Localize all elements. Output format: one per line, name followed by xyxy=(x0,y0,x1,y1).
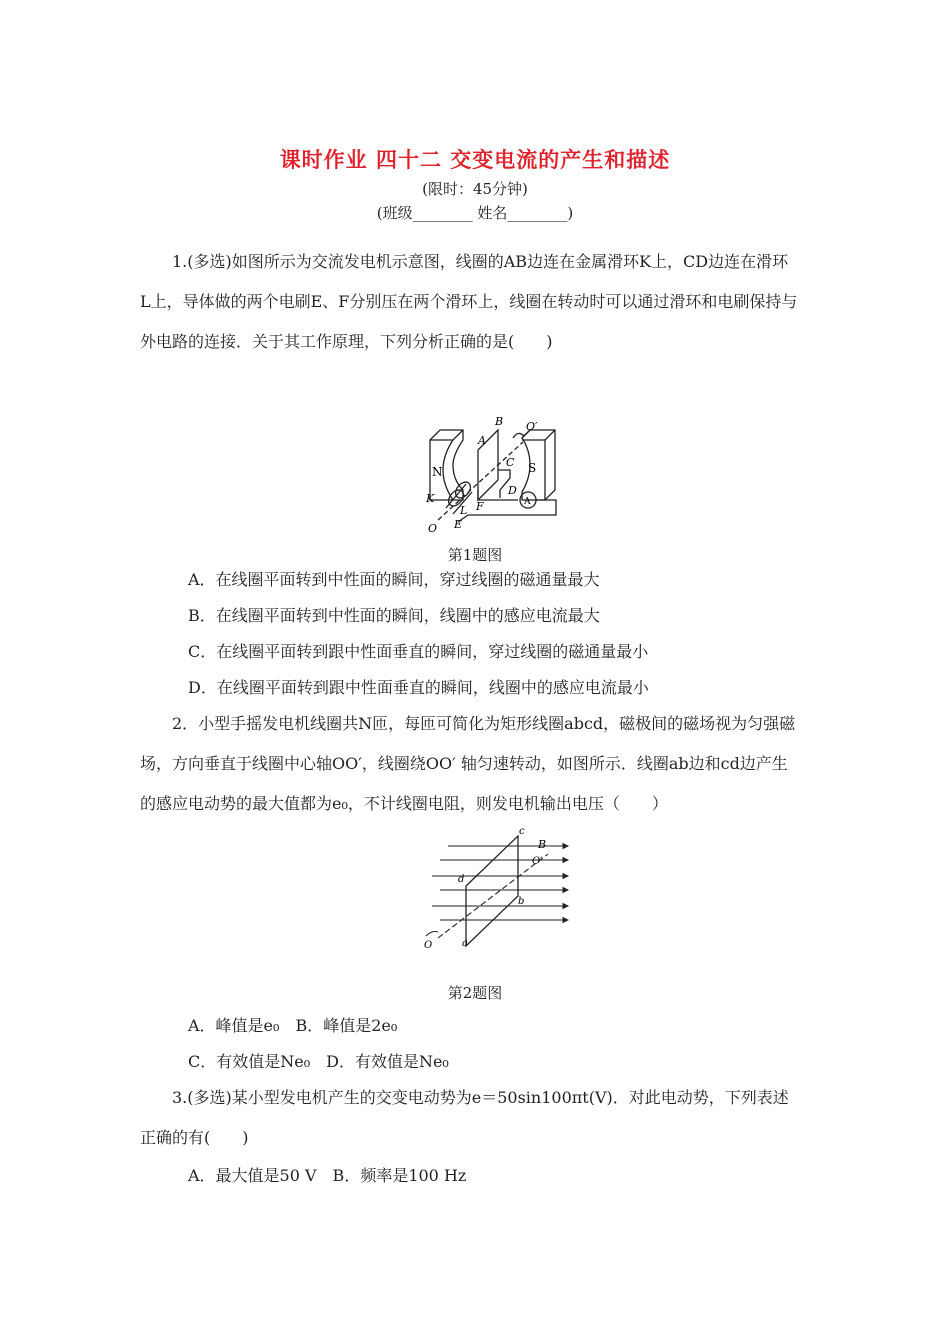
q1-fig-label-E: E xyxy=(454,518,463,531)
q2-fig-label-c: c xyxy=(519,826,525,837)
q3-stem-line-1: 3.(多选)某小型发电机产生的交变电动势为e＝50sin100πt(V)．对此电动势，下列表述 xyxy=(172,1088,789,1107)
q1-stem-line-2: L上，导体做的两个电刷E、F分别压在两个滑环上，线圈在转动时可以通过滑环和电刷保持与 xyxy=(140,292,798,311)
q3-stem-line-2: 正确的有( ) xyxy=(140,1128,249,1147)
q1-fig-label-O-prime: O′ xyxy=(526,420,538,433)
q2-options-line-1: A．峰值是e₀ B．峰值是2e₀ xyxy=(188,1016,398,1035)
q2-fig-label-a: a xyxy=(462,938,468,949)
q2-stem-line-3: 的感应电动势的最大值都为e₀，不计线圈电阻，则发电机输出电压（ ） xyxy=(140,794,668,813)
q1-fig-ammeter-label: A xyxy=(524,497,531,507)
q1-option-c: C．在线圈平面转到跟中性面垂直的瞬间，穿过线圈的磁通量最小 xyxy=(188,642,649,661)
q1-fig-label-S: S xyxy=(528,461,537,475)
q1-option-a: A．在线圈平面转到中性面的瞬间，穿过线圈的磁通量最大 xyxy=(188,570,600,589)
q1-fig-label-O: O xyxy=(428,522,438,535)
q1-stem-line-1: 1.(多选)如图所示为交流发电机示意图，线圈的AB边连在金属滑环K上，CD边连在滑环 xyxy=(172,252,789,271)
q2-fig-label-b: b xyxy=(518,896,525,907)
q1-fig-label-C: C xyxy=(506,456,515,469)
q2-fig-label-O-prime: O′ xyxy=(532,856,543,867)
q2-stem-line-1: 2．小型手摇发电机线圈共N匝，每匝可简化为矩形线圈abcd，磁极间的磁场视为匀强磁 xyxy=(172,714,796,733)
q2-stem-line-2: 场，方向垂直于线圈中心轴OO′，线圈绕OO′ 轴匀速转动，如图所示．线圈ab边和cd边产生 xyxy=(140,754,788,773)
q2-figure-caption: 第2题图 xyxy=(447,984,503,1002)
q2-fig-label-B: B xyxy=(538,838,547,851)
q1-fig-label-B: B xyxy=(495,415,504,428)
q2-options-line-2: C．有效值是Ne₀ D．有效值是Ne₀ xyxy=(188,1052,449,1071)
q1-fig-label-K: K xyxy=(426,492,435,505)
q1-figure-caption: 第1题图 xyxy=(447,546,503,564)
q1-option-b: B．在线圈平面转到中性面的瞬间，线圈中的感应电流最大 xyxy=(188,606,600,625)
q2-fig-label-O: O xyxy=(424,940,433,951)
q1-fig-label-F: F xyxy=(476,500,484,513)
q1-stem-line-3: 外电路的连接．关于其工作原理，下列分析正确的是( ) xyxy=(140,332,553,351)
page-title: 课时作业 四十二 交变电流的产生和描述 xyxy=(279,148,671,172)
q3-options-line-1: A．最大值是50 V B．频率是100 Hz xyxy=(188,1166,467,1185)
q2-coil-figure xyxy=(418,826,578,954)
class-name-line: (班级________ 姓名________) xyxy=(376,204,574,222)
q1-fig-label-N: N xyxy=(432,465,443,479)
q1-generator-figure xyxy=(418,410,578,540)
q1-fig-label-L: L xyxy=(460,504,468,517)
q1-fig-label-A: A xyxy=(478,434,486,447)
q1-option-d: D．在线圈平面转到跟中性面垂直的瞬间，线圈中的感应电流最小 xyxy=(188,678,649,697)
q2-fig-label-d: d xyxy=(458,874,465,885)
time-limit: (限时：45分钟) xyxy=(422,180,528,198)
q1-fig-label-D: D xyxy=(508,484,517,497)
